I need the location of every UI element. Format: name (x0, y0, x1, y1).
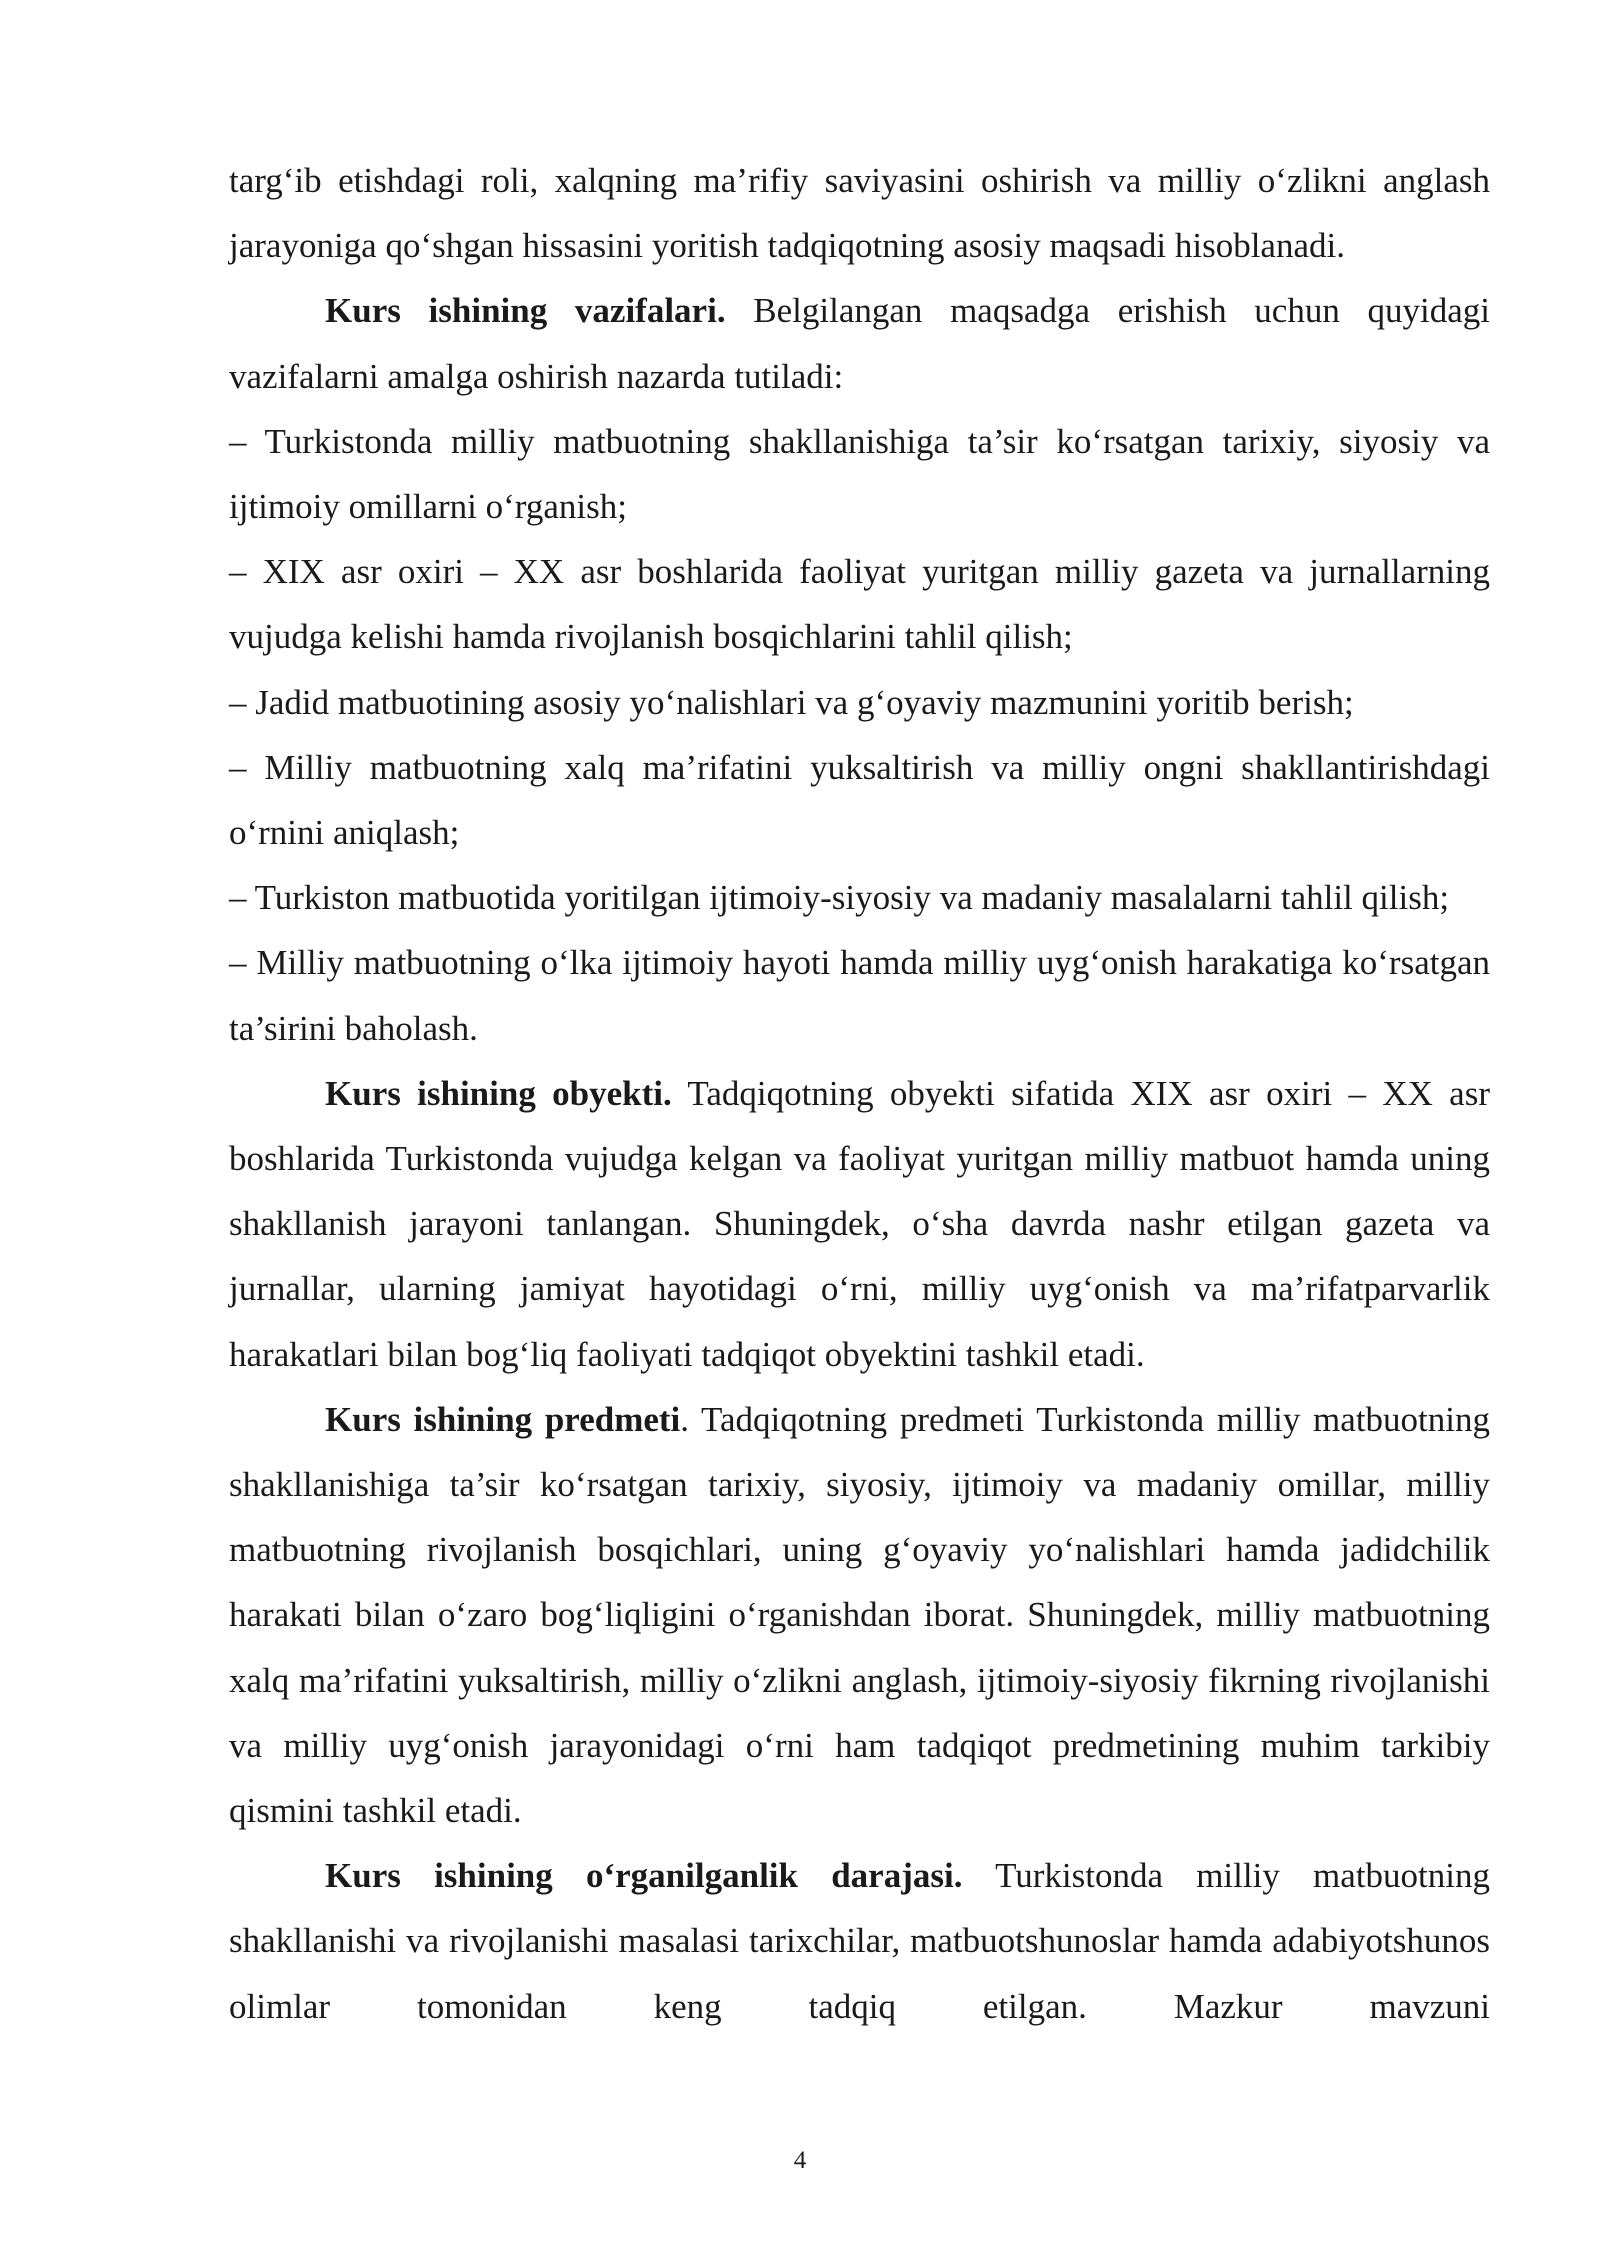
task-item-5: – Turkiston matbuotida yoritilgan ijtimoiy-siyosiy va madaniy masalalarni tahlil qilish; (229, 878, 1450, 918)
subject-paragraph (229, 1387, 1490, 1843)
task-item-1: – Turkistonda milliy matbuotning shakllanishiga ta’sir ko‘rsatgan tarixiy, siyosiy va ijtimoiy omillarni o‘rganish; (229, 421, 1490, 527)
task-item-4: – Milliy matbuotning xalq ma’rifatini yuksaltirish va milliy ongni shakllantirishdagi o‘rnini aniqlash; (229, 747, 1490, 853)
tasks-heading: Kurs ishining vazifalari. (325, 291, 726, 331)
subject-heading: Kurs ishining predmeti (325, 1399, 681, 1439)
task-item-6: – Milliy matbuotning o‘lka ijtimoiy hayoti hamda milliy uyg‘onish harakatiga ko‘rsatgan ta’sirini baholash. (229, 943, 1490, 1048)
study-level-heading: Kurs ishining o‘rganilganlik darajasi. (325, 1856, 963, 1896)
task-item-2: – XIX asr oxiri – XX asr boshlarida faoliyat yuritgan milliy gazeta va jurnallarning vujudga kelishi hamda rivojlanish bosqichlarini tahlil qilish; (229, 552, 1490, 657)
tasks-text: Belgilangan maqsadga erishish uchun quyidagi vazifalarni amalga oshirish nazarda tutiladi: (229, 291, 1491, 396)
object-paragraph (229, 1061, 1490, 1387)
subject-text: . Tadqiqotning predmeti Turkistonda milliy matbuotning shakllanishiga ta’sir ko‘rsatgan tarixiy, siyosiy, ijtimoiy va madaniy omillar, milliy matbuotning rivojlanish bosqichlari, uning g‘oyaviy yo‘nalishlari hamda jadidchilik harakati bilan o‘zaro bog‘liqligini o‘rganishdan iborat. Shuningdek, milliy matbuotning xalq ma’rifatini yuksaltirish, milliy o‘zlikni anglash, ijtimoiy-siyosiy fikrning rivojlanishi va milliy uyg‘onish jarayonidagi o‘rni ham tadqiqot predmetining muhim tarkibiy qismini tashkil etadi. (229, 1399, 1490, 1831)
intro-paragraph: targ‘ib etishdagi roli, xalqning ma’rifiy saviyasini oshirish va milliy o‘zlikni anglash jarayoniga qo‘shgan hissasini yoritish tadqiqotning asosiy maqsadi hisoblanadi. (229, 161, 1490, 266)
task-item-3: – Jadid matbuotining asosiy yo‘nalishlari va g‘oyaviy mazmunini yoritib berish; (229, 682, 1354, 722)
study-level-paragraph (229, 1843, 1490, 2039)
study-level-text: Turkistonda milliy matbuotning shakllanishi va rivojlanishi masalasi tarixchilar, matbuotshunoslar hamda adabiyotshunos olimlar tomonidan keng tadqiq etilgan. Mazkur mavzuni (229, 1856, 1490, 2026)
object-heading: Kurs ishining obyekti. (325, 1073, 672, 1113)
tasks-paragraph (229, 278, 1490, 408)
page-body (229, 148, 1490, 2039)
page-number: 4 (793, 2147, 807, 2174)
object-text: Tadqiqotning obyekti sifatida XIX asr oxiri – XX asr boshlarida Turkistonda vujudga kelgan va faoliyat yuritgan milliy matbuot hamda uning shakllanish jarayoni tanlangan. Shuningdek, o‘sha davrda nashr etilgan gazeta va jurnallar, ularning jamiyat hayotidagi o‘rni, milliy uyg‘onish va ma’rifatparvarlik harakatlari bilan bog‘liq faoliyati tadqiqot obyektini tashkil etadi. (229, 1073, 1490, 1374)
